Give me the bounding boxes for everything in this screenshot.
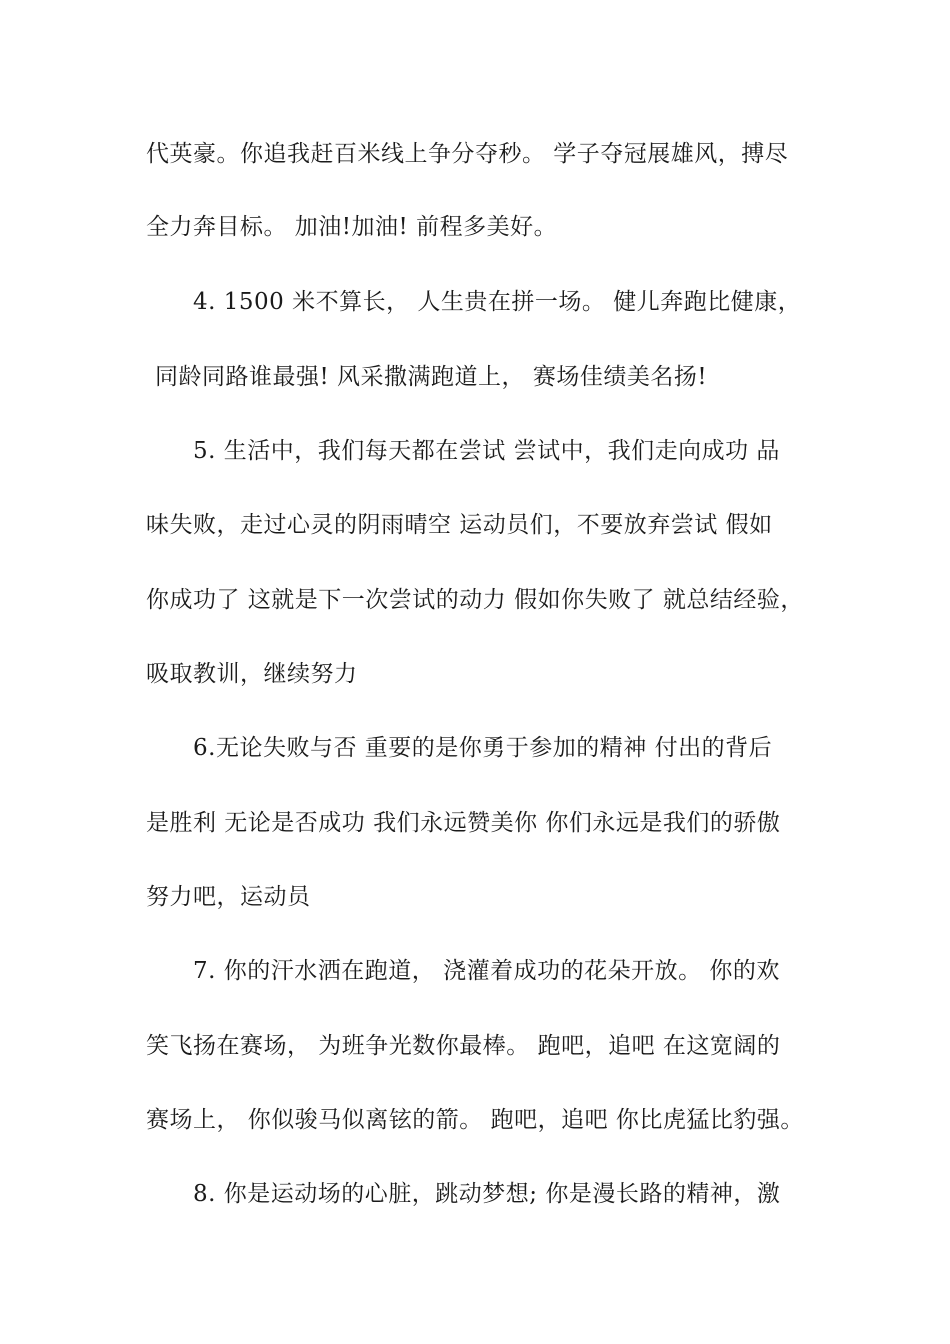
text-line: 4. 1500 米不算长， 人生贵在拼一场。 健儿奔跑比健康，: [193, 289, 802, 315]
text-line: 赛场上， 你似骏马似离铉的箭。 跑吧，追吧 你比虎猛比豹强。: [146, 1107, 804, 1133]
text-line: 代英豪。你追我赶百米线上争分夺秒。 学子夺冠展雄风，搏尽: [146, 141, 789, 167]
text-line: 你成功了 这就是下一次尝试的动力 假如你失败了 就总结经验，: [146, 587, 804, 613]
text-line: 努力吧，运动员: [146, 884, 311, 910]
text-line: 8. 你是运动场的心脏，跳动梦想; 你是漫长路的精神，激: [193, 1181, 781, 1207]
text-line: 笑飞扬在赛场， 为班争光数你最棒。 跑吧，追吧 在这宽阔的: [146, 1033, 781, 1059]
text-line: 是胜利 无论是否成功 我们永远赞美你 你们永远是我们的骄傲: [146, 810, 781, 836]
text-line: 味失败，走过心灵的阴雨晴空 运动员们，不要放弃尝试 假如: [146, 512, 773, 538]
text-line: 吸取教训，继续努力: [146, 661, 358, 687]
text-line: 7. 你的汗水洒在跑道， 浇灌着成功的花朵开放。 你的欢: [193, 958, 780, 984]
text-line: 5. 生活中，我们每天都在尝试 尝试中，我们走向成功 品: [193, 438, 780, 464]
text-line: 6.无论失败与否 重要的是你勇于参加的精神 付出的背后: [193, 735, 773, 761]
text-line: 同龄同路谁最强! 风采撒满跑道上， 赛场佳绩美名扬!: [155, 364, 708, 390]
text-line: 全力奔目标。 加油!加油! 前程多美好。: [146, 214, 558, 240]
